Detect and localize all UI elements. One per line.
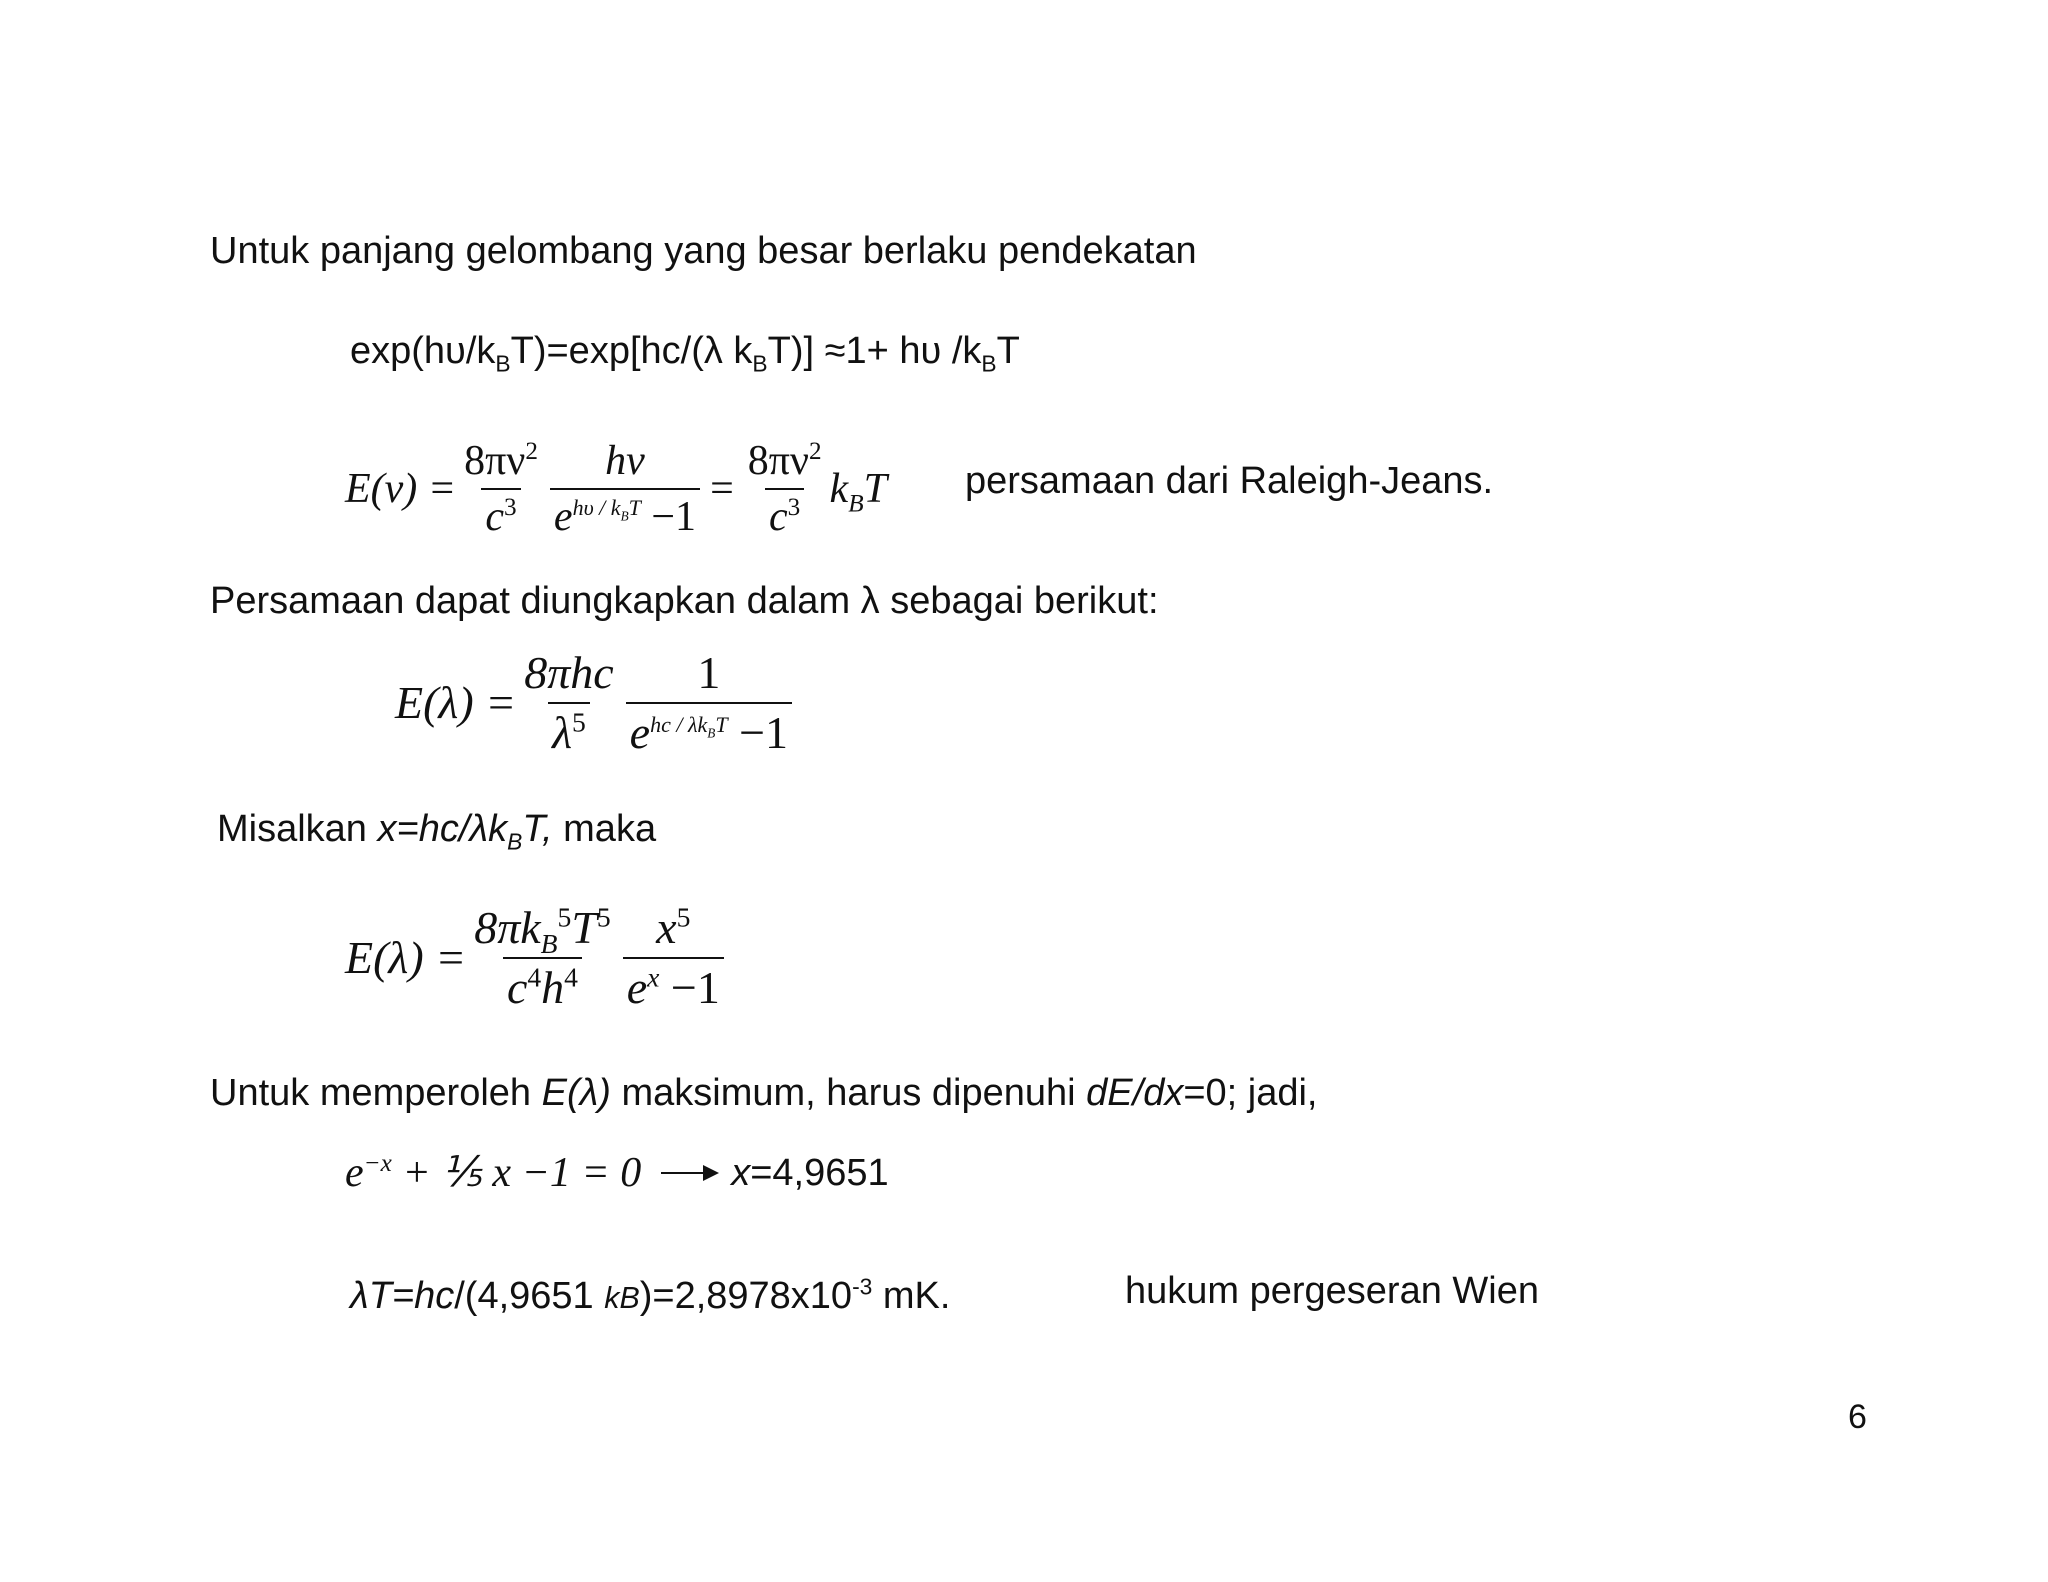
eq1-tail-sub: B: [848, 490, 864, 518]
eq3-f2-den: e: [626, 962, 648, 1013]
lambda-equation: [395, 647, 796, 758]
eq1-fraction-2: [550, 440, 700, 538]
eq1-f1-den: c: [485, 494, 505, 540]
eq1-fraction-3: [744, 440, 826, 538]
eq1-f3-den-sup: 3: [787, 494, 801, 521]
eq2-f1-num: 8πhc: [524, 647, 614, 698]
eq2-f2-den-base: e: [629, 707, 651, 758]
eq1-fraction-1: [460, 440, 542, 538]
approx-sub: B: [752, 350, 768, 377]
eq1-f1-num-sup: 2: [525, 438, 538, 465]
eq1-f2-num: hν: [605, 438, 645, 484]
eq3-f2-num-sup: 5: [676, 901, 691, 933]
raleigh-jeans-note: persamaan dari Raleigh-Jeans.: [965, 460, 1494, 502]
eq1-tail-end: T: [863, 466, 887, 512]
approx-sub: B: [981, 350, 997, 377]
eq3-f1-den-a: c: [506, 962, 528, 1013]
eq3-f1-num-sup: 5: [557, 901, 572, 933]
eq1-f2-exp-sub: B: [620, 508, 629, 524]
line3-sub: B: [507, 828, 523, 855]
eq3-f2-num: x: [656, 902, 677, 953]
eq4-mid: + ⅕ x −1 = 0: [391, 1150, 642, 1196]
eq2-fraction-1: [520, 647, 617, 758]
eq3-fraction-1: [470, 901, 615, 1013]
eq1-f3-num: 8πν: [747, 438, 809, 484]
eq2-f1-den: λ: [552, 707, 572, 758]
right-arrow-icon: [661, 1172, 717, 1174]
line5-part: λT=hc: [350, 1275, 455, 1317]
eq3-f1-num-end-sup: 5: [596, 901, 611, 933]
eq2-fraction-2: [626, 647, 792, 758]
eq2-lhs: E(λ) =: [395, 677, 517, 728]
eq3-fraction-2: [623, 901, 724, 1013]
wien-law-label: hukum pergeseran Wien: [1125, 1270, 1539, 1312]
eq4-result-var: x: [731, 1152, 751, 1194]
approx-part: T)=exp[hc/(λ k: [510, 330, 753, 372]
eq1-f2-exp: hυ / k: [572, 495, 621, 520]
approx-part: T)] ≈1+ hυ /k: [767, 330, 982, 372]
line3-var-end: T,: [522, 808, 553, 850]
line5-sup: -3: [852, 1273, 873, 1300]
eq1-f1-num: 8πν: [464, 438, 526, 484]
eq1-equals: =: [710, 466, 734, 512]
x-equation: [345, 901, 728, 1013]
eq3-f1-den-b-sup: 4: [564, 961, 578, 993]
eq3-f1-num-end: T: [571, 902, 597, 953]
line4-part: Untuk memperoleh: [210, 1072, 542, 1114]
wien-law-formula: [350, 1273, 951, 1317]
eq4-result-value: =4,9651: [750, 1152, 889, 1194]
eq1-f1-den-sup: 3: [504, 494, 517, 521]
eq4-lhs-sup: −x: [363, 1150, 392, 1177]
line5-part: /(4,9651: [454, 1275, 605, 1317]
line5-part: mK.: [872, 1275, 951, 1317]
eq2-f2-den-tail: −1: [727, 707, 789, 758]
line4-part: =0; jadi,: [1183, 1072, 1318, 1114]
lambda-text: Persamaan dapat diungkapkan dalam λ sebagai berikut:: [210, 580, 1159, 622]
line4-part: maksimum, harus dipenuhi: [610, 1072, 1087, 1114]
approx-part: exp(hυ/k: [350, 330, 496, 372]
approx-part: T: [996, 330, 1020, 372]
eq3-f1-num: 8πk: [474, 902, 541, 953]
eq2-f2-exp: hc / λk: [650, 711, 708, 737]
raleigh-jeans-equation: [345, 440, 887, 538]
eq3-f1-den-b: h: [541, 962, 565, 1013]
line4-var: dE/dx: [1086, 1072, 1184, 1114]
eq1-f3-den: c: [769, 494, 788, 540]
approximation-formula: [350, 330, 1020, 377]
eq1-tail: k: [829, 466, 849, 512]
root-equation: [345, 1152, 889, 1194]
eq3-f1-den-a-sup: 4: [527, 961, 542, 993]
eq2-f2-exp-sub: B: [707, 725, 716, 741]
approx-sub: B: [495, 350, 511, 377]
eq2-f1-den-sup: 5: [572, 706, 586, 738]
line5-part: )=2,8978x10: [639, 1275, 853, 1317]
eq1-lhs: E(ν) =: [345, 466, 457, 512]
eq4-lhs: e: [345, 1150, 364, 1196]
intro-text: Untuk panjang gelombang yang besar berlaku pendekatan: [210, 230, 1197, 272]
maximum-condition-text: [210, 1074, 1318, 1112]
eq1-f2-exp-end: T: [628, 495, 641, 520]
eq1-f2-den-tail: −1: [640, 494, 697, 540]
eq1-f3-num-sup: 2: [808, 438, 822, 465]
eq1-f2-den-base: e: [553, 494, 573, 540]
line4-var: E(λ): [541, 1072, 611, 1114]
eq3-lhs: E(λ) =: [345, 932, 467, 983]
eq2-f2-exp-end: T: [715, 711, 728, 737]
eq2-f2-num: 1: [697, 647, 721, 698]
page-number: 6: [1848, 1398, 1867, 1436]
line5-kb: kB: [604, 1281, 640, 1315]
eq3-f2-den-sup: x: [647, 961, 660, 993]
line3-part: maka: [552, 808, 657, 850]
line3-var: x=hc/λk: [377, 808, 508, 850]
eq3-f2-den-tail: −1: [659, 962, 720, 1013]
line3-part: Misalkan: [217, 808, 378, 850]
substitution-text: [217, 808, 657, 855]
eq3-f1-num-sub: B: [540, 928, 558, 960]
